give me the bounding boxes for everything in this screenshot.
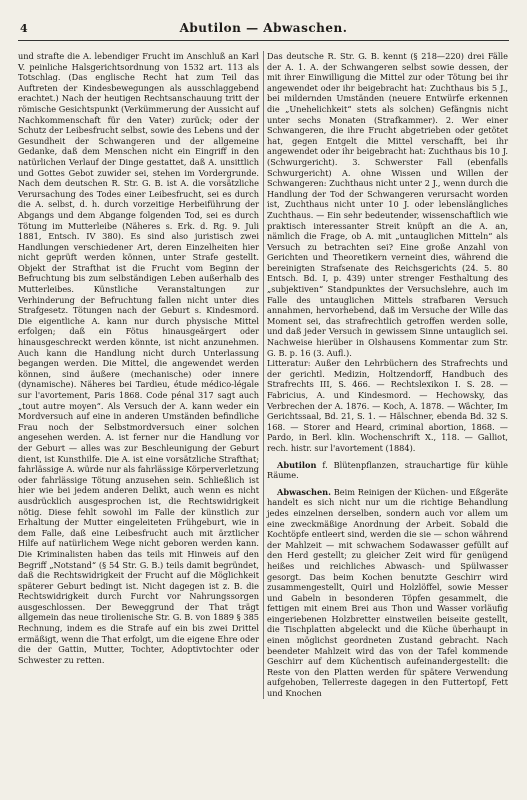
entry-headword: Abutilon — [277, 459, 317, 470]
entry-text: Beim Reinigen der Küchen- und Eßgeräte handelt es sich nicht nur um die richtige Behandlung jedes einzelnen derselben, sondern auch vor allem um eine zweckmäßige Anordnung der Arbeit. Sobald die Kochtöpfe entleert sind, werden die sie — schon während der Mahlzeit — mit schwachem Sodawasser gefüllt auf den Herd gestellt; zu gleicher Zeit wird für genügend heißes und reichliches Abwasch- und Spülwasser gesorgt. Das beim Kochen benutzte Geschirr wird zusammengestellt, Quirl und Holzlöffel, sowie Messer und Gabeln in besonderen Töpfen gesammelt, die fettigen mit einem Brei aus Thon und Wasser vorläufig eingeriebenen Holzbretter einstweilen beiseite gestellt, die Tischplatten abgeleckt und die Küche überhaupt in einen möglichst geordneten Zustand gebracht. Nach beendeter Mahlzeit wird das von der Tafel kommende Geschirr auf dem Küchentisch aufeinandergestellt: die Reste von den Platten werden für spätere Verwendung aufgehoben, Tellerreste dagegen in den Futtertopf, Fett und Knochen — [267, 486, 508, 699]
literature-paragraph: Litteratur: Außer den Lehrbüchern des Strafrechts und der gerichtl. Medizin, Holtzendorff, Handbuch des Strafrechts III, S. 466. — Rechtslexikon I. S. 28. — Fabricius, A. und Kindesmord. — Hechowsky, das Verbrechen der A. 1876. — Koch, A. 1878. — Wächter, Im Gerichtssaal, Bd. 21, S. 1. — Hälschner, ebenda Bd. 32 S. 168. — Storer and Heard, criminal abortion, 1868. — Pardo, in Berl. klin. Wochenschrift X., 118. — Galliot, rech. histr. sur l'avortement (1884). — [267, 358, 508, 453]
page-header — [18, 18, 509, 41]
left-column — [18, 51, 259, 699]
entry-headword: Abwaschen. — [277, 486, 331, 497]
article-paragraph: Das deutsche R. Str. G. B. kennt (§ 218—220) drei Fälle der A. 1. A. der Schwangeren selbst sowie dessen, der mit ihrer Einwilligung die Mittel zur oder Tötung bei ihr angewendet oder ihr beigebracht hat: Zuchthaus bis 5 J., bei mildernden Umständen (neuere Entwürfe erkennen die „Unehelichkeit“ stets als solchen) Gefängnis nicht unter sechs Monaten (Strafkammer). 2. Wer einer Schwangeren, die ihre Frucht abgetrieben oder getötet hat, gegen Entgelt die Mittel verschafft, bei ihr angewendet oder ihr beigebracht hat: Zuchthaus bis 10 J. (Schwurgericht). 3. Schwerster Fall (ebenfalls Schwurgericht) A. ohne Wissen und Willen der Schwangeren: Zuchthaus nicht unter 2 J., wenn durch die Handlung der Tod der Schwangeren verursacht worden ist, Zuchthaus nicht unter 10 J. oder lebenslängliches Zuchthaus. — Ein sehr bedeutender, wissenschaftlich wie praktisch interessanter Streit knüpft an die A. an, nämlich die Frage, ob A. mit „untauglichen Mitteln“ als Versuch zu betrachten sei? Eine große Anzahl von Gerichten und Theoretikern verneint dies, während die bereinigten Strafsenate des Reichsgerichts (24. 5. 80 Entsch. Bd. I, p. 439) unter strenger Festhaltung des „subjektiven“ Standpunktes der Versuchslehre, auch im Falle des untauglichen Mittels strafbaren Versuch annahmen, hervorhebend, daß im Versuche der Wille das Moment sei, das strafrechtlich getroffen werden solle, und daß jeder Versuch in gewissem Sinne untauglich sei. Nachweise hierüber in Olshausens Kommentar zum Str. G. B. p. 16 (3. Aufl.). — [267, 51, 508, 358]
running-title: Abutilon — Abwaschen. — [179, 21, 348, 35]
article-paragraph: und strafte die A. lebendiger Frucht im Anschluß an Karl V. peinliche Halsgerichtsordnung von 1532 art. 113 als Totschlag. (Das englische Recht hat zum Teil das Auftreten der Kindesbewegungen als ausschlaggebend erachtet.) Nach der heutigen Rechtsanschauung tritt der römische Gesichtspunkt (Verkümmerung der Aussicht auf Nachkommenschaft für den Vater) zurück; oder der Schutz der Leibesfrucht selbst, sowie des Lebens und der Gesundheit der Schwangeren und der allgemeine Gedanke, daß dem Menschen nicht ein Eingriff in den natürlichen Verlauf der Dinge gestattet, daß A. unsittlich und Gottes Gebot zuwider sei, stehen im Vordergrunde. Nach dem deutschen R. Str. G. B. ist A. die vorsätzliche Verursachung des Todes einer Leibesfrucht, sei es durch die A. selbst, d. h. durch vorzeitige Herbeiführung der Abgangs und dem Abgange folgenden Tod, sei es durch Tötung im Mutterleibe (Näheres s. Erk. d. Rg. 9. Juli 1881, Entsch. IV 380). Es sind also juristisch zwei Handlungen verschiedener Art, deren Einzelheiten hier nicht geprüft werden können, unter Strafe gestellt. Objekt der Strafthat ist die Frucht vom Beginn der Befruchtung bis zum selbständigen Leben außerhalb des Mutterleibes. Künstliche Veranstaltungen zur Verhinderung der Befruchtung fallen nicht unter dies Strafgesetz. Tötungen nach der Geburt s. Kindesmord. Die eigentliche A. kann nur durch physische Mittel erfolgen; daß ein Fötus hinausgeärgert oder hinausgeschreckt werden könnte, ist nicht anzunehmen. Auch kann die Handlung nicht durch Unterlassung begangen werden. Die Mittel, die angewendet werden können, sind äußere (mechanische) oder innere (dynamische). Näheres bei Tardieu, étude médico-légale sur l'avortement, Paris 1868. Code pénal 317 sagt auch „tout autre moyen“. Als Versuch der A. kann weder ein Mordversuch auf eine in anderen Umständen befindliche Frau noch der Selbstmordversuch einer solchen angesehen werden. A. ist ferner nur die Handlung vor der Geburt — alles was zur Beschleunigung der Geburt dient, ist Kunsthilfe. Die A. ist eine vorsätzliche Strafthat; fahrlässige A. würde nur als fahrlässige Körperverletzung oder fahrlässige Tötung anzusehen sein. Schließlich ist hier wie bei jedem anderen Delikt, auch wenn es nicht ausdrücklich ausgesprochen ist, die Rechtswidrigkeit nötig. Diese fehlt sowohl im Falle der künstlich zur Erhaltung der Mutter eingeleiteten Frühgeburt, wie in dem Falle, daß eine Leibesfrucht auch mit ärztlicher Hilfe auf natürlichem Wege nicht geboren werden kann. Die Kriminalisten haben das teils mit Hinweis auf den Begriff „Notstand“ (§ 54 Str. G. B.) teils damit begründet, daß die Rechtswidrigkeit der Frucht auf die Möglichkeit späterer Geburt bedingt ist. Nicht dagegen ist z. B. die Rechtswidrigkeit durch Furcht vor Nahrungssorgen ausgeschlossen. Der Beweggrund der That trägt allgemein das neue tirolienische Str. G. B. von 1889 § 385 Rechnung, indem es die Strafe auf ein bis zwei Drittel ermäßigt, wenn die That erfolgt, um die eigene Ehre oder die der Gattin, Mutter, Tochter, Adoptivtochter oder Schwester zu retten. — [18, 51, 259, 665]
dictionary-entry-abutilon — [267, 460, 508, 481]
entry-text: f. Blütenpflanzen, strauchartige für kühle Räume. — [267, 459, 508, 481]
page-number: 4 — [20, 22, 28, 35]
dictionary-entry-abwaschen — [267, 487, 508, 699]
right-column — [267, 51, 508, 699]
text-columns — [18, 51, 509, 699]
